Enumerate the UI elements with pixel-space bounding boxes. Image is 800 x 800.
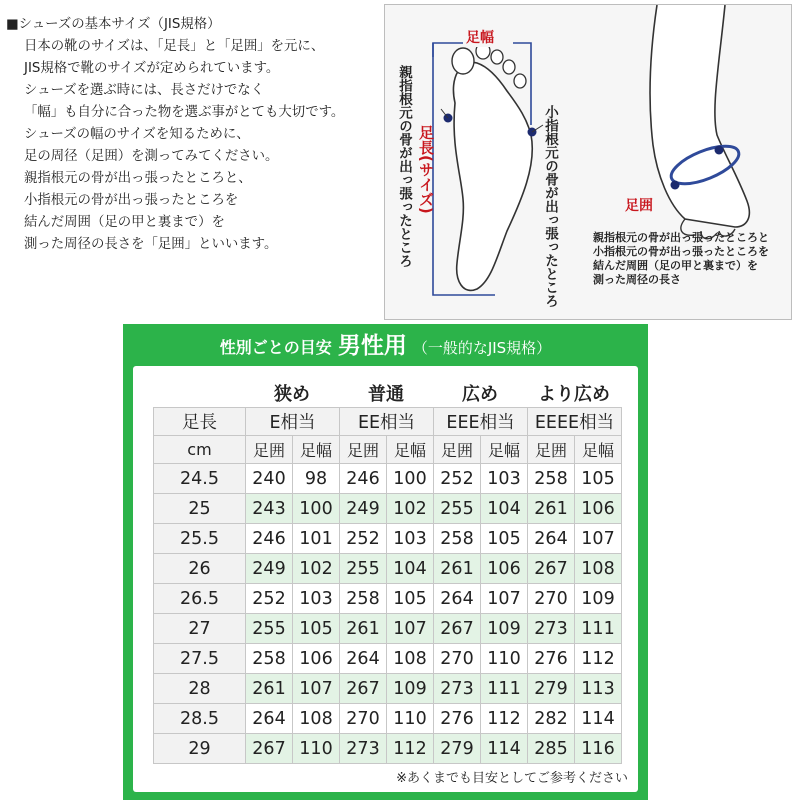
intro-line: 日本の靴のサイズは、「足長」と「足囲」を元に、: [24, 39, 325, 54]
width-value-cell: 107: [575, 524, 622, 554]
width-value-cell: 113: [575, 674, 622, 704]
table-row: [154, 614, 622, 644]
girth-dot: [715, 146, 724, 155]
card-title-main: 男性用: [337, 333, 407, 359]
width-value-cell: 109: [387, 674, 434, 704]
width-value-cell: 103: [481, 464, 528, 494]
intro-line: 結んだ周囲（足の甲と裏まで）を: [24, 215, 225, 230]
width-subheader: 足幅: [293, 436, 340, 464]
width-value-cell: 107: [387, 614, 434, 644]
girth-value-cell: 273: [340, 734, 387, 764]
card-title-suffix: （一般的なJIS規格）: [412, 339, 552, 357]
width-value-cell: 100: [293, 494, 340, 524]
girth-value-cell: 246: [340, 464, 387, 494]
width-value-cell: 108: [387, 644, 434, 674]
width-category-header: 狭め: [274, 384, 310, 405]
girth-value-cell: 264: [434, 584, 481, 614]
big-toe: [452, 48, 474, 74]
width-code-cell: EEE相当: [434, 408, 528, 436]
width-value-cell: 106: [293, 644, 340, 674]
intro-line: 親指根元の骨が出っ張ったところと、: [24, 171, 252, 186]
width-value-cell: 112: [481, 704, 528, 734]
width-value-cell: 114: [481, 734, 528, 764]
foot-length-cell: 25.5: [154, 524, 246, 554]
width-value-cell: 112: [387, 734, 434, 764]
girth-value-cell: 252: [246, 584, 293, 614]
girth-value-cell: 276: [528, 644, 575, 674]
girth-value-cell: 255: [340, 554, 387, 584]
foot-length-cell: 25: [154, 494, 246, 524]
card-title-prefix: 性別ごとの目安: [219, 338, 332, 357]
girth-value-cell: 258: [340, 584, 387, 614]
width-value-cell: 102: [387, 494, 434, 524]
foot-length-cell: 27: [154, 614, 246, 644]
table-row: [154, 734, 622, 764]
girth-subheader: 足囲: [528, 436, 575, 464]
width-value-cell: 109: [575, 584, 622, 614]
width-category-header: 普通: [368, 384, 404, 405]
intro-line: 「幅」も自分に合った物を選ぶ事がとても大切です。: [24, 105, 345, 120]
girth-value-cell: 279: [528, 674, 575, 704]
girth-value-cell: 252: [434, 464, 481, 494]
girth-value-cell: 252: [340, 524, 387, 554]
width-category-header: より広め: [538, 384, 610, 405]
foot-width-label: 足幅: [463, 27, 497, 47]
girth-note-line: 親指根元の骨が出っ張ったところと: [593, 231, 769, 244]
girth-dot: [671, 181, 680, 190]
little-toe-joint-label: 小指根元の骨が出っ張ったところ: [542, 105, 558, 308]
girth-value-cell: 255: [434, 494, 481, 524]
girth-value-cell: 258: [434, 524, 481, 554]
mens-size-card: [123, 324, 648, 800]
girth-value-cell: 261: [434, 554, 481, 584]
width-value-cell: 109: [481, 614, 528, 644]
intro-line: 小指根元の骨が出っ張ったところを: [24, 193, 239, 208]
width-value-cell: 106: [481, 554, 528, 584]
girth-value-cell: 270: [528, 584, 575, 614]
intro-line: シューズを選ぶ時には、長さだけでなく: [24, 83, 265, 98]
width-code-cell: EE相当: [340, 408, 434, 436]
girth-value-cell: 243: [246, 494, 293, 524]
toe: [503, 60, 515, 74]
girth-value-cell: 273: [528, 614, 575, 644]
width-value-cell: 103: [293, 584, 340, 614]
girth-note: [593, 231, 769, 287]
size-table: [153, 407, 622, 764]
intro-line: シューズの幅のサイズを知るために、: [24, 127, 250, 142]
width-value-cell: 108: [293, 704, 340, 734]
width-value-cell: 110: [387, 704, 434, 734]
girth-subheader: 足囲: [340, 436, 387, 464]
intro-text: [6, 14, 386, 256]
intro-line: 足の周径（足囲）を測ってみてください。: [24, 149, 279, 164]
width-value-cell: 105: [387, 584, 434, 614]
foot-length-cell: 26: [154, 554, 246, 584]
girth-value-cell: 258: [246, 644, 293, 674]
width-value-cell: 106: [575, 494, 622, 524]
girth-note-line: 小指根元の骨が出っ張ったところを: [593, 245, 769, 258]
width-value-cell: 107: [293, 674, 340, 704]
girth-value-cell: 270: [434, 644, 481, 674]
width-value-cell: 105: [293, 614, 340, 644]
table-row: [154, 524, 622, 554]
table-row: [154, 554, 622, 584]
girth-value-cell: 282: [528, 704, 575, 734]
girth-subheader: 足囲: [246, 436, 293, 464]
width-value-cell: 98: [293, 464, 340, 494]
width-value-cell: 110: [293, 734, 340, 764]
length-header: 足長: [154, 408, 246, 436]
girth-value-cell: 249: [246, 554, 293, 584]
table-row: [154, 704, 622, 734]
width-value-cell: 104: [481, 494, 528, 524]
foot-sole-outline: [453, 62, 532, 290]
foot-length-cell: 26.5: [154, 584, 246, 614]
foot-length-cell: 29: [154, 734, 246, 764]
width-value-cell: 100: [387, 464, 434, 494]
girth-value-cell: 285: [528, 734, 575, 764]
girth-value-cell: 267: [434, 614, 481, 644]
width-value-cell: 105: [481, 524, 528, 554]
table-row: [154, 644, 622, 674]
table-row: [154, 494, 622, 524]
intro-line: JIS規格で靴のサイズが定められています。: [24, 61, 280, 76]
width-code-cell: E相当: [246, 408, 340, 436]
table-row: [154, 674, 622, 704]
width-category-headers: [133, 366, 638, 406]
girth-value-cell: 264: [246, 704, 293, 734]
big-toe-joint-label: 親指根元の骨が出っ張ったところ: [396, 65, 412, 268]
girth-value-cell: 246: [246, 524, 293, 554]
girth-value-cell: 264: [340, 644, 387, 674]
footnote: ※あくまでも目安としてご参考ください: [396, 771, 628, 786]
width-value-cell: 105: [575, 464, 622, 494]
girth-value-cell: 267: [246, 734, 293, 764]
toe: [491, 50, 503, 64]
width-value-cell: 110: [481, 644, 528, 674]
little-toe: [514, 74, 526, 88]
intro-heading: ■シューズの基本サイズ（JIS規格）: [6, 17, 221, 32]
table-row: [154, 584, 622, 614]
girth-value-cell: 261: [340, 614, 387, 644]
girth-value-cell: 276: [434, 704, 481, 734]
header-row: [154, 408, 622, 436]
width-value-cell: 108: [575, 554, 622, 584]
width-category-header: 広め: [462, 384, 498, 405]
width-value-cell: 112: [575, 644, 622, 674]
width-subheader: 足幅: [481, 436, 528, 464]
width-value-cell: 111: [481, 674, 528, 704]
width-value-cell: 104: [387, 554, 434, 584]
foot-length-cell: 27.5: [154, 644, 246, 674]
girth-value-cell: 255: [246, 614, 293, 644]
width-value-cell: 116: [575, 734, 622, 764]
girth-value-cell: 264: [528, 524, 575, 554]
foot-measurement-illustration: [384, 4, 792, 320]
girth-subheader: 足囲: [434, 436, 481, 464]
width-value-cell: 107: [481, 584, 528, 614]
girth-note-line: 測った周径の長さ: [593, 273, 681, 286]
unit-cell: cm: [154, 436, 246, 464]
foot-length-cell: 28.5: [154, 704, 246, 734]
girth-value-cell: 261: [528, 494, 575, 524]
girth-note-line: 結んだ周囲（足の甲と裏まで）を: [593, 259, 758, 272]
girth-value-cell: 267: [528, 554, 575, 584]
width-subheader: 足幅: [387, 436, 434, 464]
girth-value-cell: 273: [434, 674, 481, 704]
girth-value-cell: 240: [246, 464, 293, 494]
table-body: [154, 408, 622, 764]
intro-line: 測った周径の長さを「足囲」といいます。: [24, 237, 278, 252]
girth-value-cell: 258: [528, 464, 575, 494]
foot-length-cell: 24.5: [154, 464, 246, 494]
foot-length-label: 足長(サイズ): [417, 125, 435, 214]
card-title: [123, 324, 648, 366]
foot-length-cell: 28: [154, 674, 246, 704]
width-value-cell: 101: [293, 524, 340, 554]
width-value-cell: 103: [387, 524, 434, 554]
girth-value-cell: 261: [246, 674, 293, 704]
girth-value-cell: 249: [340, 494, 387, 524]
girth-value-cell: 279: [434, 734, 481, 764]
width-value-cell: 114: [575, 704, 622, 734]
girth-label: 足囲: [625, 198, 653, 214]
width-value-cell: 111: [575, 614, 622, 644]
subheader-row: [154, 436, 622, 464]
width-subheader: 足幅: [575, 436, 622, 464]
card-body: [133, 366, 638, 792]
leg-outline: [650, 5, 749, 227]
girth-value-cell: 270: [340, 704, 387, 734]
width-value-cell: 102: [293, 554, 340, 584]
girth-value-cell: 267: [340, 674, 387, 704]
width-code-cell: EEEE相当: [528, 408, 622, 436]
table-row: [154, 464, 622, 494]
